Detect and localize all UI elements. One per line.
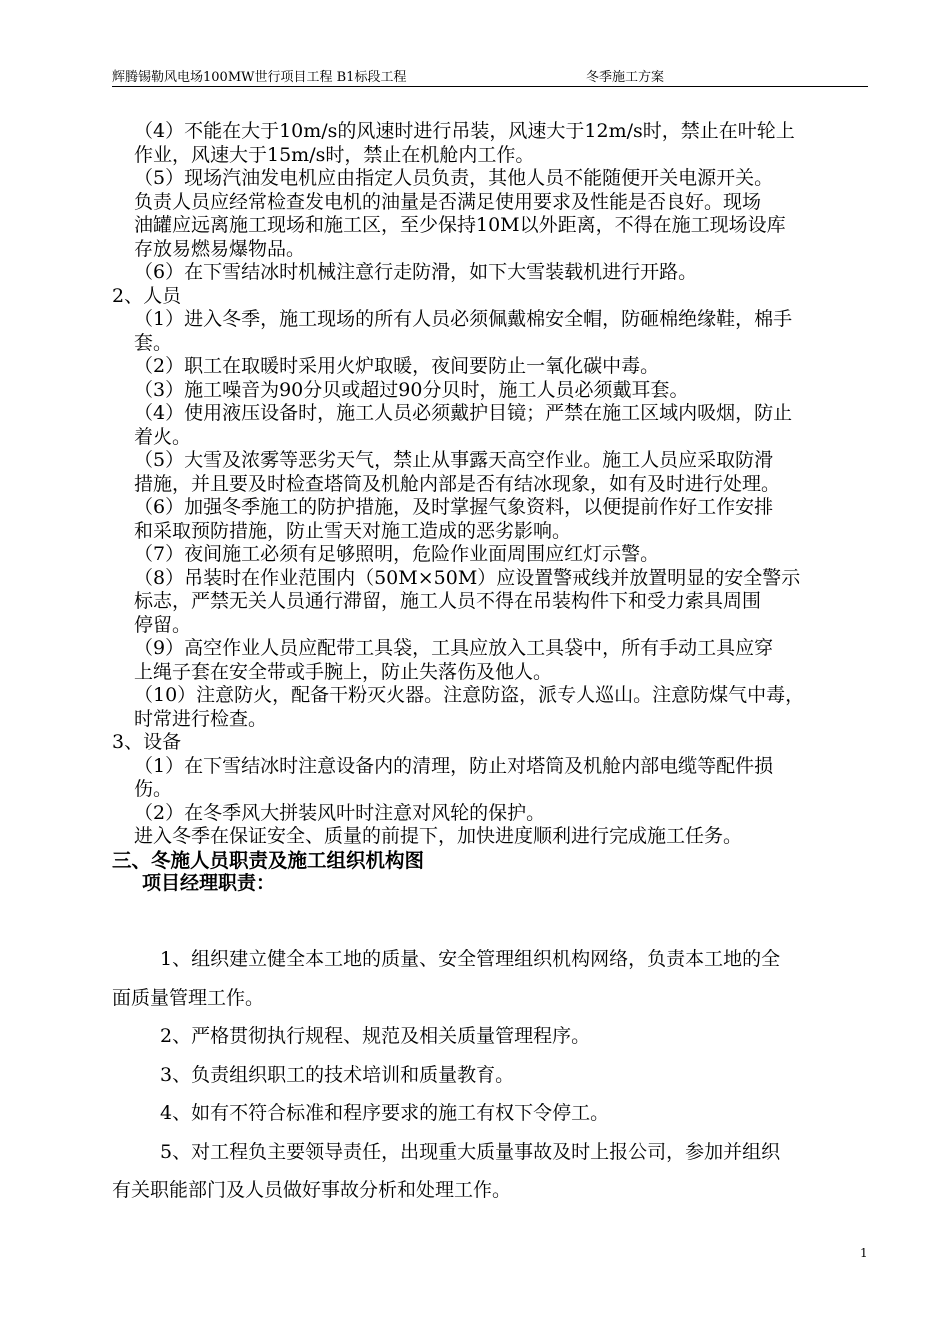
text-line: （4）使用液压设备时，施工人员必须戴护目镜；严禁在施工区域内吸烟，防止 [134, 402, 793, 424]
text-line: （5）大雪及浓雾等恶劣天气，禁止从事露天高空作业。施工人员应采取防滑 [134, 449, 774, 471]
section-heading: 三、冬施人员职责及施工组织机构图 [112, 848, 425, 872]
text-line: （2）职工在取暖时采用火炉取暖，夜间要防止一氧化碳中毒。 [134, 355, 660, 377]
text-line: 负责人员应经常检查发电机的油量是否满足使用要求及性能是否良好。现场 [134, 190, 762, 213]
duty-line: 2、严格贯彻执行规程、规范及相关质量管理程序。 [160, 1025, 591, 1047]
page-header [112, 64, 868, 87]
text-line: （1）进入冬季，施工现场的所有人员必须佩戴棉安全帽，防砸棉绝缘鞋，棉手 [134, 308, 793, 330]
text-line: （10）注意防火，配备干粉灭火器。注意防盗，派专人巡山。注意防煤气中毒， [134, 684, 805, 706]
text-line: （6）在下雪结冰时机械注意行走防滑，如下大雪装载机进行开路。 [134, 261, 698, 283]
text-line: （3）施工噪音为90分贝或超过90分贝时，施工人员必须戴耳套。 [134, 378, 689, 401]
text-line: （7）夜间施工必须有足够照明，危险作业面周围应红灯示警。 [134, 543, 660, 565]
text-line: 套。 [134, 331, 173, 354]
text-line: 进入冬季在保证安全、质量的前提下，加快进度顺利进行完成施工任务。 [134, 825, 743, 847]
duty-line: 3、负责组织职工的技术培训和质量教育。 [160, 1063, 515, 1086]
text-line: 上绳子套在安全带或手腕上，防止失落伤及他人。 [134, 660, 553, 683]
text-line: （1）在下雪结冰时注意设备内的清理，防止对塔筒及机舱内部电缆等配件损 [134, 754, 774, 777]
text-line: 停留。 [134, 613, 192, 636]
subsection-heading: 项目经理职责： [142, 872, 276, 894]
text-line: 2、人员 [112, 284, 182, 307]
text-line: 存放易燃易爆物品。 [134, 237, 306, 260]
text-line: （5）现场汽油发电机应由指定人员负责，其他人员不能随便开关电源开关。 [134, 167, 774, 189]
header-project-title: 辉腾锡勒风电场100MW世行项目工程 B1标段工程 [112, 70, 407, 85]
text-line: （2）在冬季风大拼装风叶时注意对风轮的保护。 [134, 801, 546, 824]
header-doc-title: 冬季施工方案 [586, 70, 665, 85]
safety-measures-list [112, 120, 870, 849]
text-line: 3、设备 [112, 731, 182, 753]
duty-line: 面质量管理工作。 [112, 986, 265, 1009]
manager-duties-list [112, 940, 872, 1210]
text-line: （9）高空作业人员应配带工具袋，工具应放入工具袋中，所有手动工具应穿 [134, 637, 774, 659]
text-line: （6）加强冬季施工的防护措施，及时掌握气象资料，以便提前作好工作安排 [134, 496, 774, 518]
duty-line: 4、如有不符合标准和程序要求的施工有权下令停工。 [160, 1102, 610, 1124]
text-line: 伤。 [134, 778, 173, 800]
duty-line: 有关职能部门及人员做好事故分析和处理工作。 [112, 1179, 512, 1201]
duty-line: 1、组织建立健全本工地的质量、安全管理组织机构网络，负责本工地的全 [160, 948, 781, 970]
text-line: 和采取预防措施，防止雪天对施工造成的恶劣影响。 [134, 519, 572, 542]
document-body [112, 120, 870, 896]
text-line: 着火。 [134, 425, 192, 448]
text-line: 时常进行检查。 [134, 707, 268, 730]
text-line: （8）吊装时在作业范围内（50M×50M）应设置警戒线并放置明显的安全警示 [134, 566, 801, 589]
duty-line: 5、对工程负主要领导责任，出现重大质量事故及时上报公司，参加并组织 [160, 1140, 781, 1163]
page-number: 1 [860, 1246, 868, 1260]
text-line: 油罐应远离施工现场和施工区，至少保持10M以外距离，不得在施工现场设库 [134, 214, 786, 236]
text-line: 措施，并且要及时检查塔筒及机舱内部是否有结冰现象，如有及时进行处理。 [134, 472, 781, 495]
text-line: 标志，严禁无关人员通行滞留，施工人员不得在吊装构件下和受力索具周围 [134, 590, 762, 612]
text-line: （4）不能在大于10m/s的风速时进行吊装，风速大于12m/s时，禁止在叶轮上 [134, 120, 795, 142]
text-line: 作业，风速大于15m/s时，禁止在机舱内工作。 [134, 143, 535, 166]
